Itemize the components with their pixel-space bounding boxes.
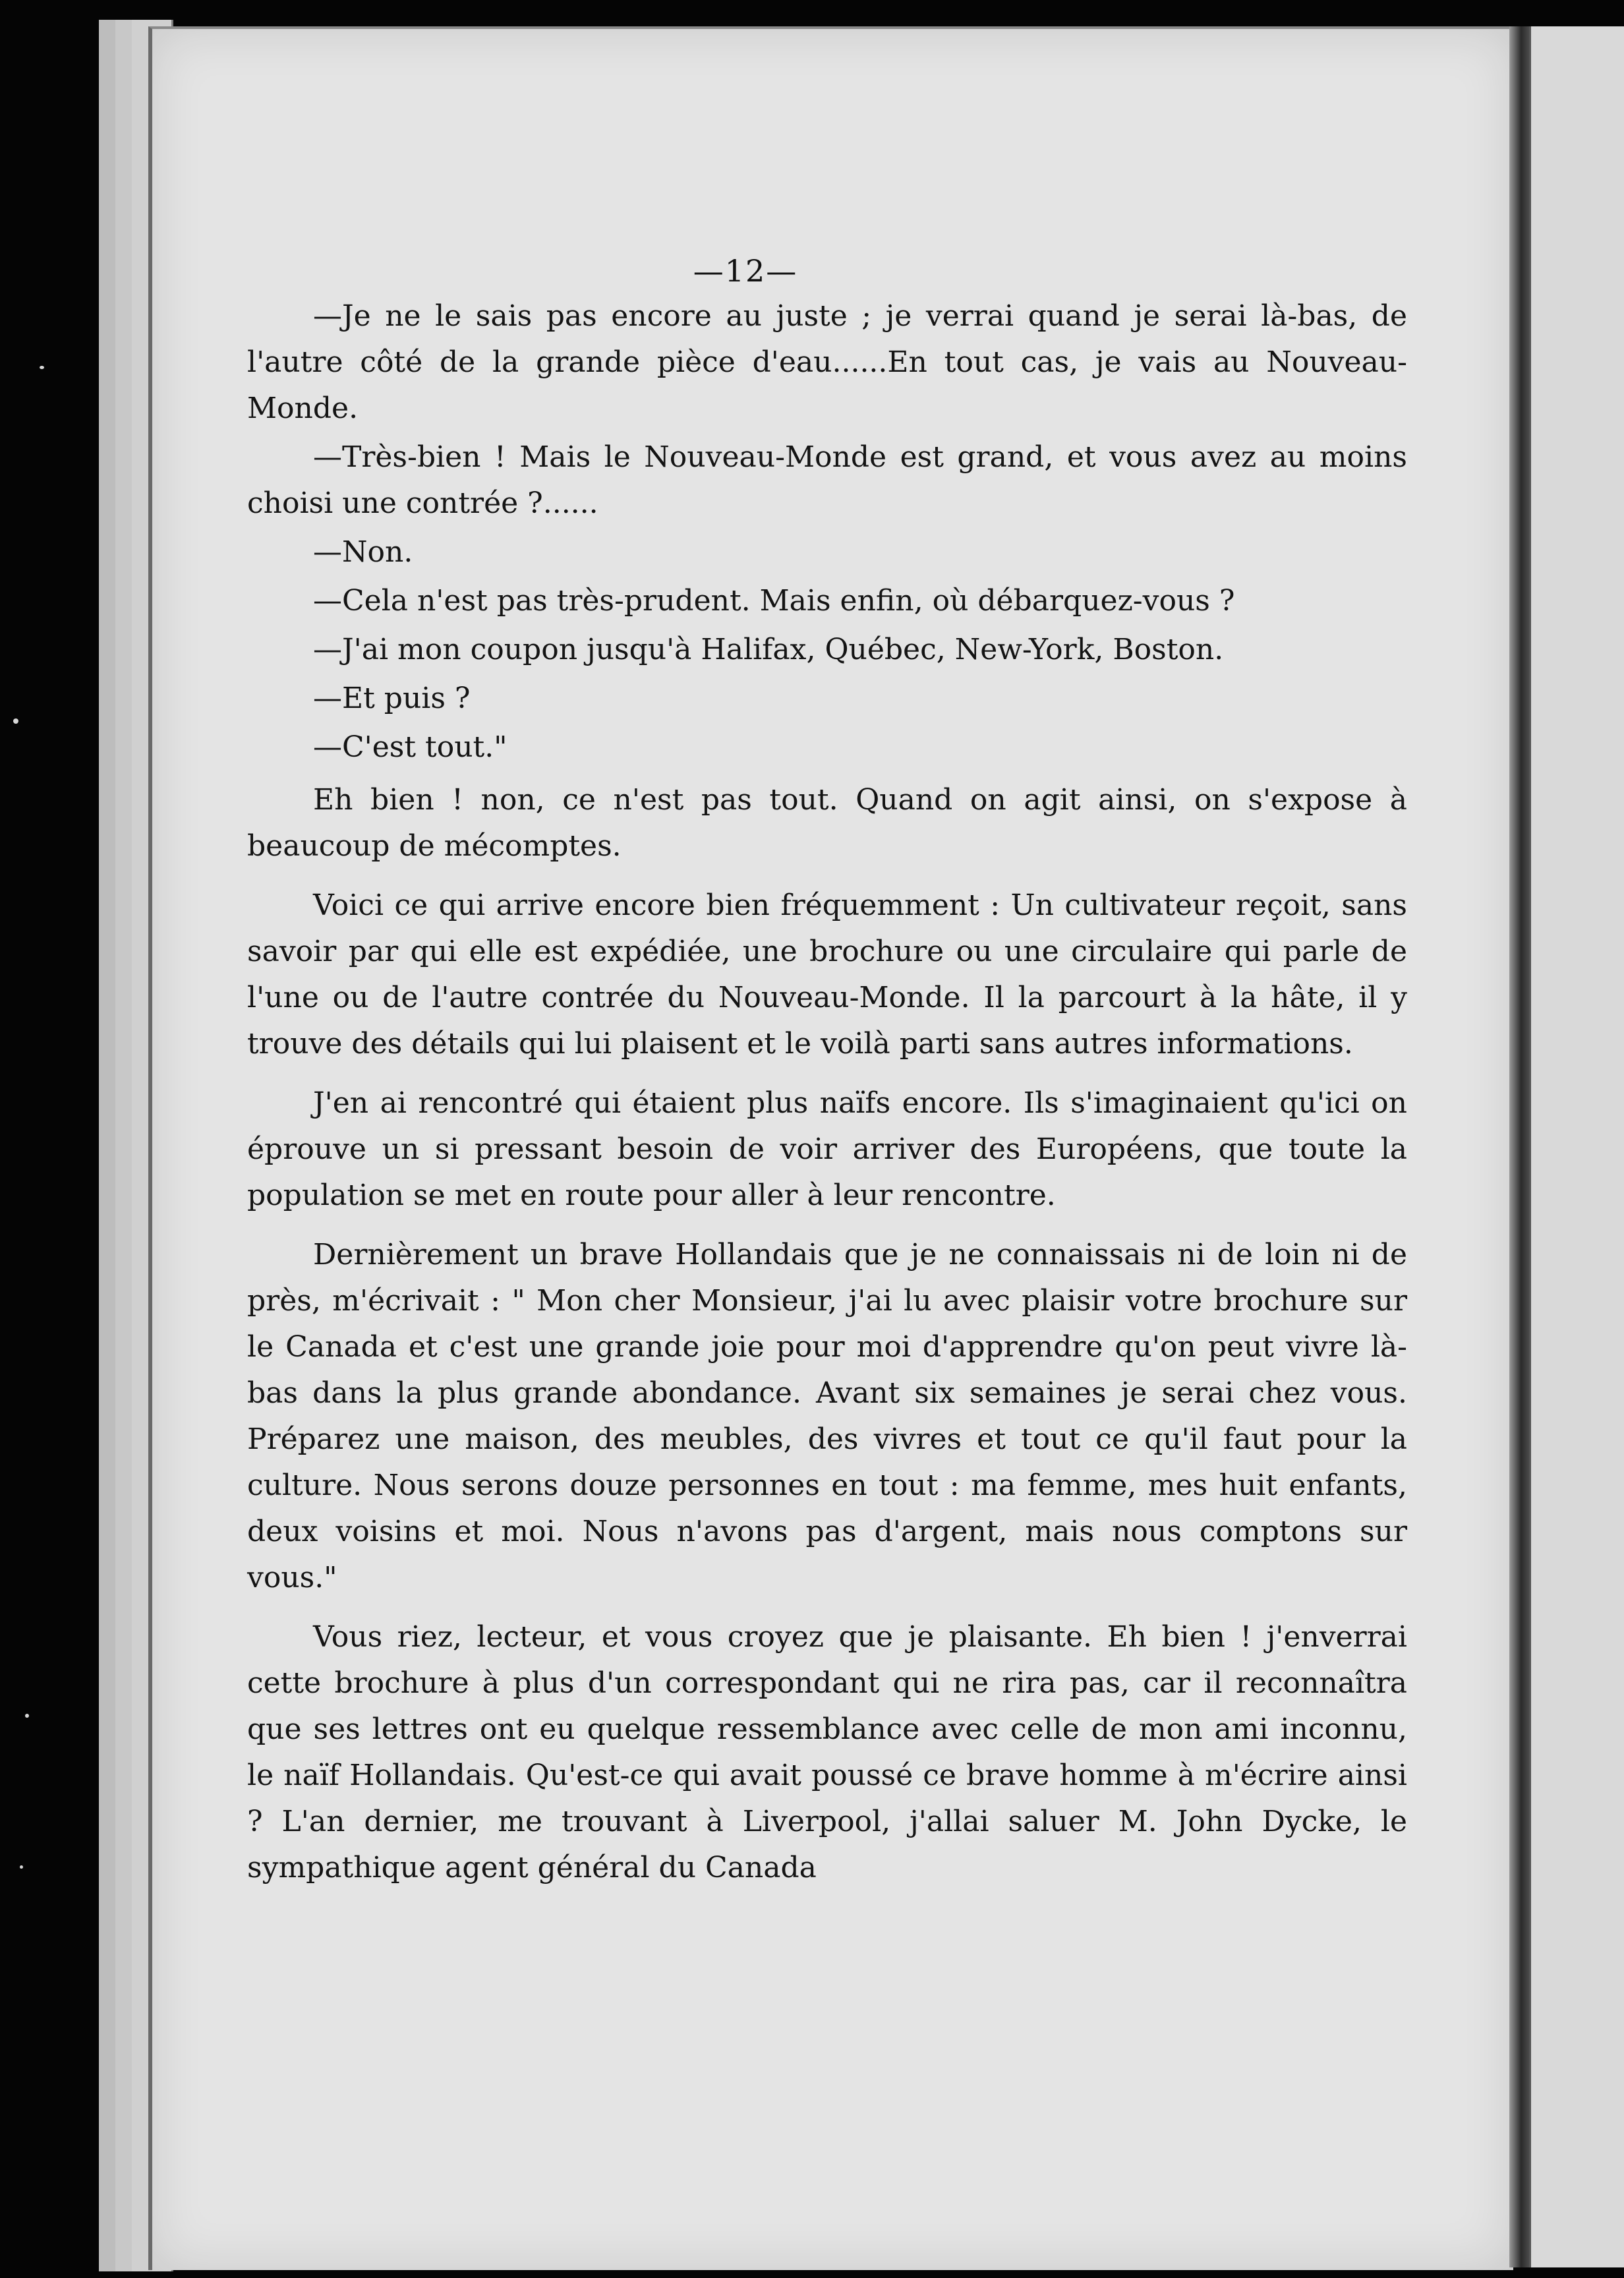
- dialogue-line: —Je ne le sais pas encore au juste ; je verrai quand je serai là-bas, de l'autre côté de la grande pièce d'eau......En tout cas, je vais au Nouveau-Monde.: [247, 299, 1407, 425]
- dialogue-line: —Cela n'est pas très-prudent. Mais enfin, où débarquez-vous ?: [313, 584, 1235, 618]
- paragraph: Eh bien ! non, ce n'est pas tout. Quand on agit ainsi, on s'expose à beaucoup de mécomptes.: [247, 783, 1407, 863]
- film-speck: [13, 718, 18, 724]
- paragraph: J'en ai rencontré qui étaient plus naïfs encore. Ils s'imaginaient qu'ici on éprouve un si pressant besoin de voir arriver des Européens, que toute la population se met en route pour aller à leur rencontre.: [247, 1086, 1407, 1212]
- adjacent-page: [1529, 26, 1624, 2267]
- film-speck: [40, 366, 44, 369]
- paragraph: Vous riez, lecteur, et vous croyez que je plaisante. Eh bien ! j'enverrai cette brochure à plus d'un correspondant qui ne rira pas, car il reconnaîtra que ses lettres ont eu quelque ressemblance avec celle de mon ami inconnu, le naïf Hollandais. Qu'est-ce qui avait poussé ce brave homme à m'écrire ainsi ? L'an dernier, me trouvant à Liverpool, j'allai saluer M. John Dycke, le sympathique agent général du Canada: [247, 1620, 1407, 1884]
- body-text: [247, 293, 1407, 1900]
- dialogue-line: —Non.: [313, 535, 413, 569]
- binding-gutter: [1509, 26, 1529, 2267]
- dialogue-line: —Très-bien ! Mais le Nouveau-Monde est grand, et vous avez au moins choisi une contrée ?......: [247, 440, 1407, 520]
- page-number: —12—: [693, 253, 798, 289]
- dialogue-line: —J'ai mon coupon jusqu'à Halifax, Québec, New-York, Boston.: [313, 633, 1224, 666]
- paragraph: Dernièrement un brave Hollandais que je ne connaissais ni de loin ni de près, m'écrivait : " Mon cher Monsieur, j'ai lu avec plaisir votre brochure sur le Canada et c'est une grande joie pour moi d'apprendre qu'on peut vivre là-bas dans la plus grande abondance. Avant six semaines je serai chez vous. Préparez une maison, des meubles, des vivres et tout ce qu'il faut pour la culture. Nous serons douze personnes en tout : ma femme, mes huit enfants, deux voisins et moi. Nous n'avons pas d'argent, mais nous comptons sur vous.": [247, 1238, 1407, 1594]
- dialogue-line: —Et puis ?: [313, 682, 471, 715]
- dialogue-line: —C'est tout.": [313, 730, 508, 764]
- paragraph: Voici ce qui arrive encore bien fréquemment : Un cultivateur reçoit, sans savoir par qui elle est expédiée, une brochure ou une circulaire qui parle de l'une ou de l'autre contrée du Nouveau-Monde. Il la parcourt à la hâte, il y trouve des détails qui lui plaisent et le voilà parti sans autres informations.: [247, 889, 1407, 1061]
- film-speck: [25, 1714, 29, 1718]
- film-speck: [20, 1865, 23, 1869]
